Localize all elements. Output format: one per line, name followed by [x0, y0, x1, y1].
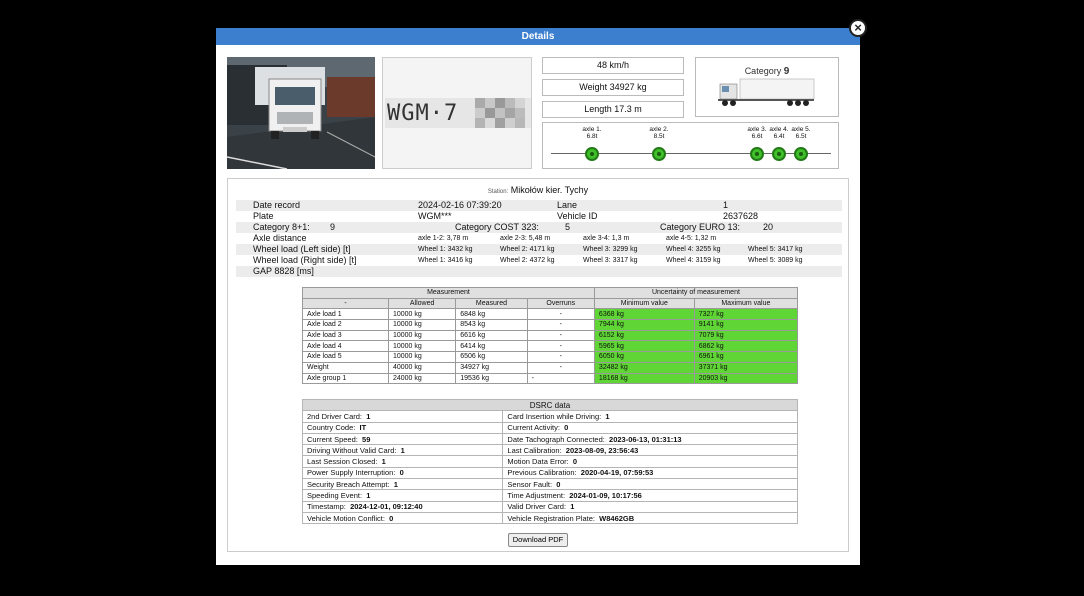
length-value: Length 17.3 m — [542, 101, 684, 118]
table-row: Timestamp: 2024-12-01, 09:12:40 Valid Driver Card: 1 — [303, 501, 798, 512]
measurement-table: Measurement Uncertainty of measurement - Allowed Measured Overruns Minimum value Maximum value Axle load 1 10000 kg 6848 kg - 6368 kg 7327 kg Axle load 2 10000 kg 8543 kg - 7944 kg 9141 kg Axle load 3 10000 kg 6616 kg - 6152 kg 7079 kg Axle load 4 10000 kg 6414 kg - 5965 kg 6862 kg Axle load 5 10000 kg 6506 kg - 6050 kg 6961 kg Weight 40000 kg 34927 kg - 32482 kg 37371 kg Axle group 1 24000 kg 19536 kg - 18168 kg 20903 kg — [302, 287, 798, 384]
plate-image-text: WGM·7 — [387, 101, 459, 126]
table-row: Current Speed: 59 Date Tachograph Connected: 2023-06-13, 01:31:13 — [303, 433, 798, 444]
download-pdf-button[interactable]: Download PDF — [508, 533, 568, 547]
plate-image — [382, 57, 532, 169]
table-row: Speeding Event: 1 Time Adjustment: 2024-01-09, 10:17:56 — [303, 490, 798, 501]
table-row: Driving Without Valid Card: 1 Last Calibration: 2023-08-09, 23:56:43 — [303, 445, 798, 456]
wheel-icon — [652, 147, 666, 161]
wheel-icon — [794, 147, 808, 161]
details-dialog — [216, 20, 862, 565]
table-row: Power Supply Interruption: 0 Previous Calibration: 2020-04-19, 07:59:53 — [303, 467, 798, 478]
speed-value: 48 km/h — [542, 57, 684, 74]
axle-label: axle 2. 8.5t — [649, 126, 669, 140]
station: Station: Mikołów kier. Tychy — [487, 185, 589, 195]
record-row-gap: GAP 8828 [ms] — [236, 266, 842, 277]
close-icon[interactable]: × — [849, 19, 867, 37]
table-row: Vehicle Motion Conflict: 0 Vehicle Registration Plate: W8462GB — [303, 512, 798, 523]
axle-label: axle 1. 6.8t — [582, 126, 602, 140]
dsrc-table — [302, 399, 798, 524]
vehicle-photo — [227, 57, 375, 169]
truck-icon — [718, 78, 816, 108]
axle-diagram — [542, 122, 839, 169]
table-row: Country Code: IT Current Activity: 0 — [303, 422, 798, 433]
record-row-date: Date record 2024-02-16 07:39:20 Lane 1 — [236, 200, 842, 211]
measurement-header: Measurement — [303, 288, 595, 299]
category-box — [695, 57, 839, 117]
table-row: Axle group 1 24000 kg 19536 kg - 18168 kg 20903 kg — [303, 373, 798, 384]
table-row: Weight 40000 kg 34927 kg - 32482 kg 37371 kg — [303, 362, 798, 373]
table-row: 2nd Driver Card: 1 Card Insertion while Driving: 1 — [303, 411, 798, 422]
wheel-icon — [772, 147, 786, 161]
wheel-icon — [585, 147, 599, 161]
table-row: Last Session Closed: 1 Motion Data Error: 0 — [303, 456, 798, 467]
table-row: Axle load 5 10000 kg 6506 kg - 6050 kg 6961 kg — [303, 352, 798, 363]
record-row-wheel-right: Wheel load (Right side) [t] Wheel 1: 3416 kg Wheel 2: 4372 kg Wheel 3: 3317 kg Wheel 4: 3159 kg Wheel 5: 3089 kg — [253, 255, 803, 265]
uncertainty-header: Uncertainty of measurement — [594, 288, 797, 299]
axle-label: axle 5. 6.5t — [791, 126, 811, 140]
record-row-axle-distance: Axle distance axle 1-2: 3,78 m axle 2-3: 5,48 m axle 3-4: 1,3 m axle 4-5: 1,32 m — [253, 233, 717, 243]
table-row: Axle load 4 10000 kg 6414 kg - 5965 kg 6862 kg — [303, 341, 798, 352]
weight-value: Weight 34927 kg — [542, 79, 684, 96]
wheel-icon — [750, 147, 764, 161]
details-panel — [227, 178, 849, 552]
table-row: Axle load 1 10000 kg 6848 kg - 6368 kg 7327 kg — [303, 309, 798, 320]
axle-label: axle 3. 6.6t — [747, 126, 767, 140]
dsrc-title: DSRC data — [303, 400, 798, 411]
record-row-plate: Plate WGM*** Vehicle ID 2637628 — [253, 211, 759, 221]
axle-label: axle 4. 6.4t — [769, 126, 789, 140]
table-row: Security Breach Attempt: 1 Sensor Fault: 0 — [303, 479, 798, 490]
table-row: Axle load 3 10000 kg 6616 kg - 6152 kg 7079 kg — [303, 330, 798, 341]
dialog-title: Details — [216, 28, 860, 45]
record-row-categories: Category 8+1: 9 Category COST 323: 5 Category EURO 13: 20 — [236, 222, 842, 233]
category-label: Category 9 — [744, 66, 790, 77]
record-row-wheel-left: Wheel load (Left side) [t] Wheel 1: 3432 kg Wheel 2: 4171 kg Wheel 3: 3299 kg Wheel 4: 3255 kg Wheel 5: 3417 kg — [236, 244, 842, 255]
table-row: Axle load 2 10000 kg 8543 kg - 7944 kg 9141 kg — [303, 320, 798, 331]
